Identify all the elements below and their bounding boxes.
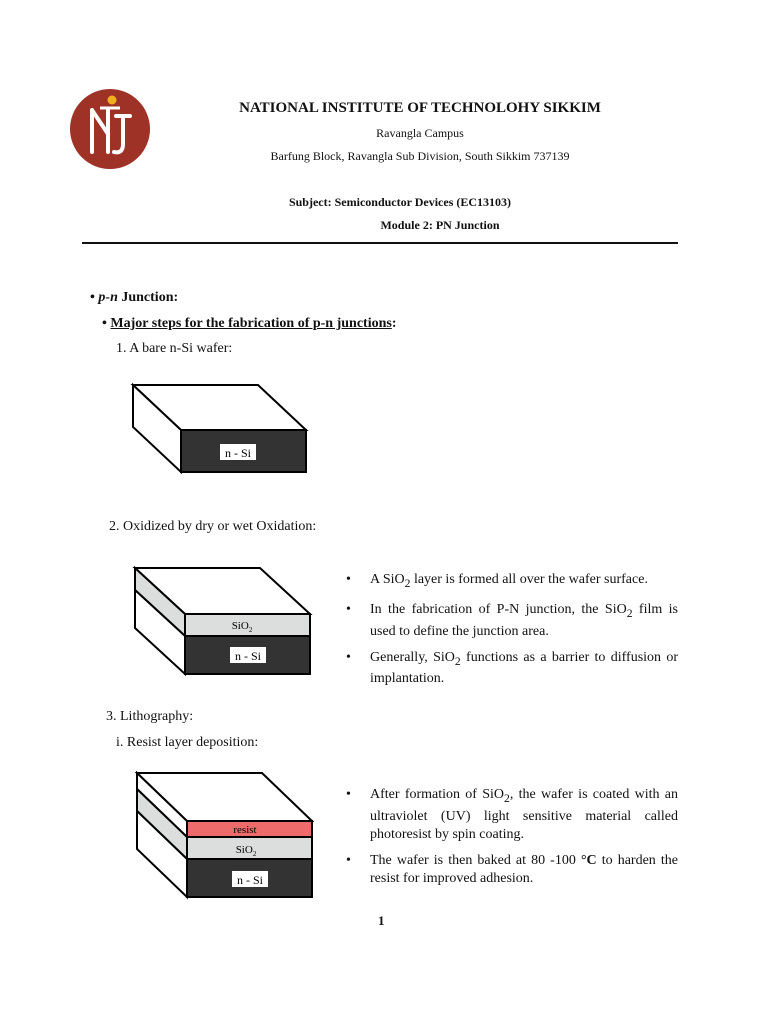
step-1-label: 1. A bare n-Si wafer: [116, 341, 233, 356]
nsi-label: n - Si [234, 649, 262, 663]
nit-sikkim-logo [70, 88, 152, 170]
sub-heading-title: Major steps for the fabrication of p-n junctions [110, 316, 392, 331]
section-bullet: • [90, 290, 95, 305]
sio2-label: SiO$_2$ [231, 620, 253, 634]
campus-name: Ravangla Campus [376, 126, 464, 140]
step-3-i-label: i. Resist layer deposition: [116, 735, 259, 750]
list-item: • Generally, SiO$_2$ functions as a barrier to diffusion or implantation. [346, 649, 678, 689]
list-item: • In the fabrication of P-N junction, the SiO$_2$ film is used to define the junction area. [346, 601, 678, 641]
wafer-diagram-3 [132, 768, 316, 902]
list-item: • After formation of SiO$_2$, the wafer is coated with an ultraviolet (UV) light sensitive material called photoresist by spin coating. [346, 786, 678, 844]
section-title: Junction: [117, 290, 179, 305]
resist-label: resist [233, 824, 257, 836]
wafer-diagram-2 [130, 562, 314, 680]
sub-bullet: • [102, 316, 107, 331]
list-item: • The wafer is then baked at 80 -100 °C to harden the resist for improved adhesion. [346, 852, 678, 888]
section-heading [90, 290, 178, 306]
wafer-diagram-1 [128, 378, 312, 476]
section-italic: p-n [98, 290, 118, 305]
sio2-label: SiO$_2$ [235, 844, 257, 858]
institute-address: Barfung Block, Ravangla Sub Division, South Sikkim 737139 [270, 149, 570, 163]
module-line: Module 2: PN Junction [380, 218, 500, 232]
step-2-notes [346, 571, 678, 696]
step-2-label: 2. Oxidized by dry or wet Oxidation: [109, 519, 317, 534]
list-item: • A SiO$_2$ layer is formed all over the wafer surface. [346, 571, 678, 593]
nsi-label: n - Si [224, 446, 252, 460]
institute-name: NATIONAL INSTITUTE OF TECHNOLOHY SIKKIM [239, 100, 601, 116]
header-divider [82, 242, 678, 244]
nsi-label: n - Si [236, 873, 264, 887]
step-3-notes [346, 786, 678, 896]
sub-heading-colon: : [391, 316, 397, 331]
sub-heading [102, 316, 397, 332]
subject-line: Subject: Semiconductor Devices (EC13103) [288, 195, 512, 209]
step-3-label: 3. Lithography: [106, 709, 194, 724]
page-number: 1 [378, 913, 385, 928]
